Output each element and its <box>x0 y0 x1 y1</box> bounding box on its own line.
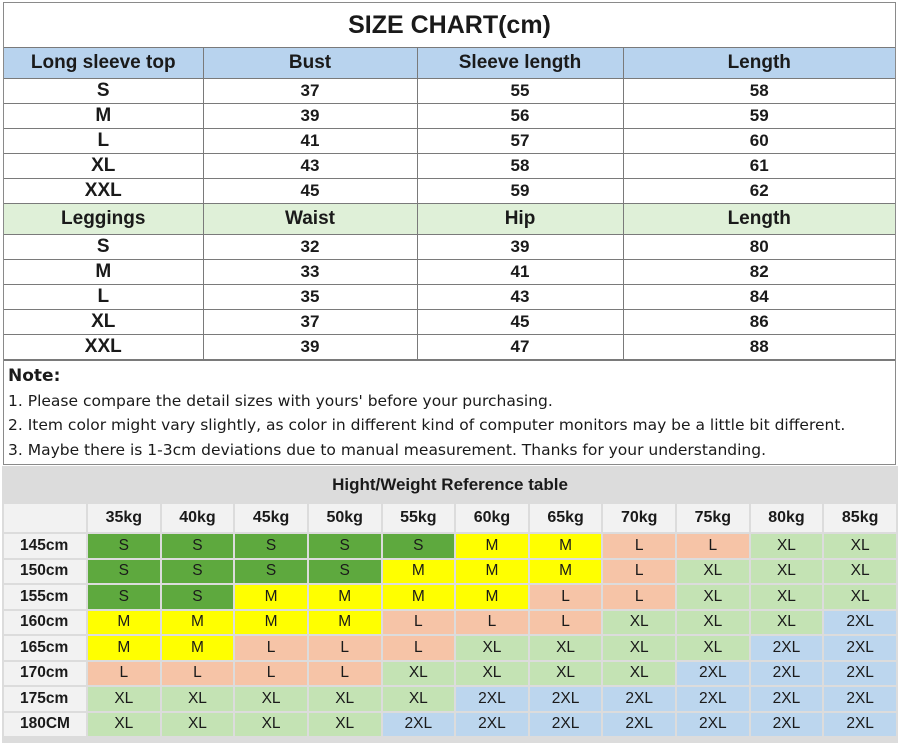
weight-header: 75kg <box>677 504 749 532</box>
size-cell: 2XL <box>603 713 675 737</box>
size-label: XXL <box>4 335 203 360</box>
measurement-cell: 60 <box>623 129 895 154</box>
size-cell: 2XL <box>751 713 823 737</box>
size-cell: XL <box>383 687 455 711</box>
measurement-cell: 32 <box>203 235 417 260</box>
note-line: 2. Item color might vary slightly, as color in different kind of computer monitors may be a little bit different. <box>8 416 846 434</box>
measurement-cell: 41 <box>417 260 623 285</box>
size-cell: 2XL <box>751 662 823 686</box>
measurement-cell: 62 <box>623 179 895 204</box>
size-cell: M <box>235 585 307 609</box>
size-cell: 2XL <box>751 636 823 660</box>
table-row <box>4 534 896 558</box>
column-header: Leggings <box>4 204 203 235</box>
size-cell: 2XL <box>824 636 896 660</box>
size-cell: L <box>456 611 528 635</box>
weight-header: 65kg <box>530 504 602 532</box>
size-label: M <box>4 104 203 129</box>
size-cell: L <box>235 662 307 686</box>
column-header: Sleeve length <box>417 48 623 79</box>
size-label: S <box>4 235 203 260</box>
measurement-cell: 84 <box>623 285 895 310</box>
size-cell: 2XL <box>824 713 896 737</box>
table-row <box>4 310 895 335</box>
measurement-cell: 43 <box>417 285 623 310</box>
size-cell: XL <box>824 585 896 609</box>
size-cell: XL <box>309 687 381 711</box>
size-cell: L <box>603 560 675 584</box>
size-cell: L <box>530 611 602 635</box>
weight-header-row <box>4 504 896 532</box>
measurement-cell: 47 <box>417 335 623 360</box>
size-cell: L <box>88 662 160 686</box>
height-label: 160cm <box>4 611 86 635</box>
size-cell: L <box>603 534 675 558</box>
column-header: Long sleeve top <box>4 48 203 79</box>
table-row <box>4 662 896 686</box>
size-cell: XL <box>162 713 234 737</box>
measurement-cell: 88 <box>623 335 895 360</box>
size-cell: 2XL <box>677 662 749 686</box>
column-header: Length <box>623 204 895 235</box>
size-cell: 2XL <box>824 611 896 635</box>
height-label: 150cm <box>4 560 86 584</box>
size-cell: S <box>162 534 234 558</box>
table-row <box>4 129 895 154</box>
size-label: XL <box>4 154 203 179</box>
table-row <box>4 285 895 310</box>
size-cell: XL <box>235 687 307 711</box>
height-label: 175cm <box>4 687 86 711</box>
size-cell: XL <box>751 534 823 558</box>
size-cell: S <box>383 534 455 558</box>
size-cell: M <box>309 611 381 635</box>
size-cell: L <box>677 534 749 558</box>
measurement-cell: 35 <box>203 285 417 310</box>
size-cell: L <box>309 662 381 686</box>
measurement-cell: 45 <box>417 310 623 335</box>
weight-header: 60kg <box>456 504 528 532</box>
height-weight-table <box>2 502 898 738</box>
size-cell: XL <box>456 662 528 686</box>
weight-header: 70kg <box>603 504 675 532</box>
size-cell: M <box>88 636 160 660</box>
measurement-cell: 39 <box>203 104 417 129</box>
size-cell: XL <box>162 687 234 711</box>
size-cell: XL <box>88 687 160 711</box>
measurement-cell: 39 <box>417 235 623 260</box>
reference-title: Hight/Weight Reference table <box>332 475 568 494</box>
measurement-cell: 39 <box>203 335 417 360</box>
height-label: 170cm <box>4 662 86 686</box>
column-header: Waist <box>203 204 417 235</box>
size-cell: XL <box>677 585 749 609</box>
measurement-cell: 56 <box>417 104 623 129</box>
measurement-cell: 59 <box>417 179 623 204</box>
size-cell: XL <box>530 636 602 660</box>
size-cell: 2XL <box>530 687 602 711</box>
measurement-cell: 37 <box>203 79 417 104</box>
size-cell: M <box>456 585 528 609</box>
size-cell: L <box>383 611 455 635</box>
size-cell: S <box>309 534 381 558</box>
size-cell: S <box>235 560 307 584</box>
size-cell: XL <box>235 713 307 737</box>
size-cell: XL <box>677 636 749 660</box>
size-cell: M <box>456 560 528 584</box>
size-cell: 2XL <box>677 713 749 737</box>
size-cell: 2XL <box>751 687 823 711</box>
weight-header: 80kg <box>751 504 823 532</box>
note-line: 3. Maybe there is 1-3cm deviations due to manual measurement. Thanks for your understanding. <box>8 440 767 459</box>
top-header-row <box>4 48 895 79</box>
height-label: 165cm <box>4 636 86 660</box>
weight-header: 55kg <box>383 504 455 532</box>
size-label: M <box>4 260 203 285</box>
size-cell: 2XL <box>456 713 528 737</box>
size-cell: S <box>235 534 307 558</box>
size-cell: XL <box>603 636 675 660</box>
table-row <box>4 611 896 635</box>
corner-cell <box>4 504 86 532</box>
size-cell: M <box>383 585 455 609</box>
size-cell: 2XL <box>456 687 528 711</box>
size-cell: XL <box>824 534 896 558</box>
table-row <box>4 104 895 129</box>
measurement-cell: 55 <box>417 79 623 104</box>
measurement-cell: 37 <box>203 310 417 335</box>
size-cell: XL <box>603 611 675 635</box>
size-cell: XL <box>751 611 823 635</box>
size-label: XXL <box>4 179 203 204</box>
size-cell: 2XL <box>824 687 896 711</box>
size-cell: M <box>88 611 160 635</box>
size-cell: 2XL <box>603 687 675 711</box>
weight-header: 40kg <box>162 504 234 532</box>
size-cell: 2XL <box>383 713 455 737</box>
size-cell: L <box>383 636 455 660</box>
size-cell: 2XL <box>677 687 749 711</box>
height-label: 145cm <box>4 534 86 558</box>
table-row <box>4 179 895 204</box>
table-row <box>4 235 895 260</box>
size-cell: M <box>162 611 234 635</box>
measurement-cell: 58 <box>623 79 895 104</box>
size-label: S <box>4 79 203 104</box>
note-label: Note: <box>8 366 61 386</box>
size-cell: XL <box>751 560 823 584</box>
table-row <box>4 154 895 179</box>
measurement-cell: 82 <box>623 260 895 285</box>
measurement-cell: 57 <box>417 129 623 154</box>
size-cell: M <box>309 585 381 609</box>
size-cell: XL <box>677 560 749 584</box>
table-row <box>4 560 896 584</box>
chart-title: SIZE CHART(cm) <box>4 3 895 48</box>
column-header: Length <box>623 48 895 79</box>
table-row <box>4 636 896 660</box>
size-cell: XL <box>530 662 602 686</box>
measurement-cell: 43 <box>203 154 417 179</box>
measurement-cell: 45 <box>203 179 417 204</box>
table-row <box>4 260 895 285</box>
size-chart-frame <box>3 2 896 465</box>
size-label: L <box>4 285 203 310</box>
height-label: 180CM <box>4 713 86 737</box>
table-row <box>4 585 896 609</box>
size-cell: L <box>603 585 675 609</box>
size-cell: M <box>530 560 602 584</box>
size-cell: L <box>309 636 381 660</box>
size-cell: XL <box>824 560 896 584</box>
table-row <box>4 687 896 711</box>
size-cell: XL <box>751 585 823 609</box>
reference-table-panel <box>2 466 898 743</box>
size-cell: XL <box>603 662 675 686</box>
table-row <box>4 713 896 737</box>
size-cell: S <box>309 560 381 584</box>
size-cell: S <box>88 560 160 584</box>
weight-header: 85kg <box>824 504 896 532</box>
table-row <box>4 79 895 104</box>
note-line: 1. Please compare the detail sizes with yours' before your purchasing. <box>8 391 553 410</box>
column-header: Hip <box>417 204 623 235</box>
size-cell: XL <box>383 662 455 686</box>
measurement-cell: 58 <box>417 154 623 179</box>
size-cell: S <box>162 560 234 584</box>
measurement-cell: 80 <box>623 235 895 260</box>
size-cell: XL <box>456 636 528 660</box>
weight-header: 45kg <box>235 504 307 532</box>
measurement-cell: 61 <box>623 154 895 179</box>
size-cell: L <box>162 662 234 686</box>
measurement-cell: 33 <box>203 260 417 285</box>
size-cell: M <box>456 534 528 558</box>
size-cell: 2XL <box>824 662 896 686</box>
note-section <box>4 360 895 464</box>
measurement-cell: 86 <box>623 310 895 335</box>
height-label: 155cm <box>4 585 86 609</box>
size-cell: S <box>88 534 160 558</box>
size-cell: S <box>88 585 160 609</box>
size-label: L <box>4 129 203 154</box>
size-cell: XL <box>88 713 160 737</box>
weight-header: 50kg <box>309 504 381 532</box>
size-table <box>4 48 895 360</box>
size-cell: S <box>162 585 234 609</box>
size-cell: 2XL <box>530 713 602 737</box>
size-cell: L <box>530 585 602 609</box>
size-cell: M <box>162 636 234 660</box>
column-header: Bust <box>203 48 417 79</box>
measurement-cell: 41 <box>203 129 417 154</box>
size-cell: XL <box>309 713 381 737</box>
size-cell: XL <box>677 611 749 635</box>
size-cell: L <box>235 636 307 660</box>
measurement-cell: 59 <box>623 104 895 129</box>
size-label: XL <box>4 310 203 335</box>
size-cell: M <box>235 611 307 635</box>
leggings-header-row <box>4 204 895 235</box>
weight-header: 35kg <box>88 504 160 532</box>
size-cell: M <box>530 534 602 558</box>
table-row <box>4 335 895 360</box>
size-cell: M <box>383 560 455 584</box>
